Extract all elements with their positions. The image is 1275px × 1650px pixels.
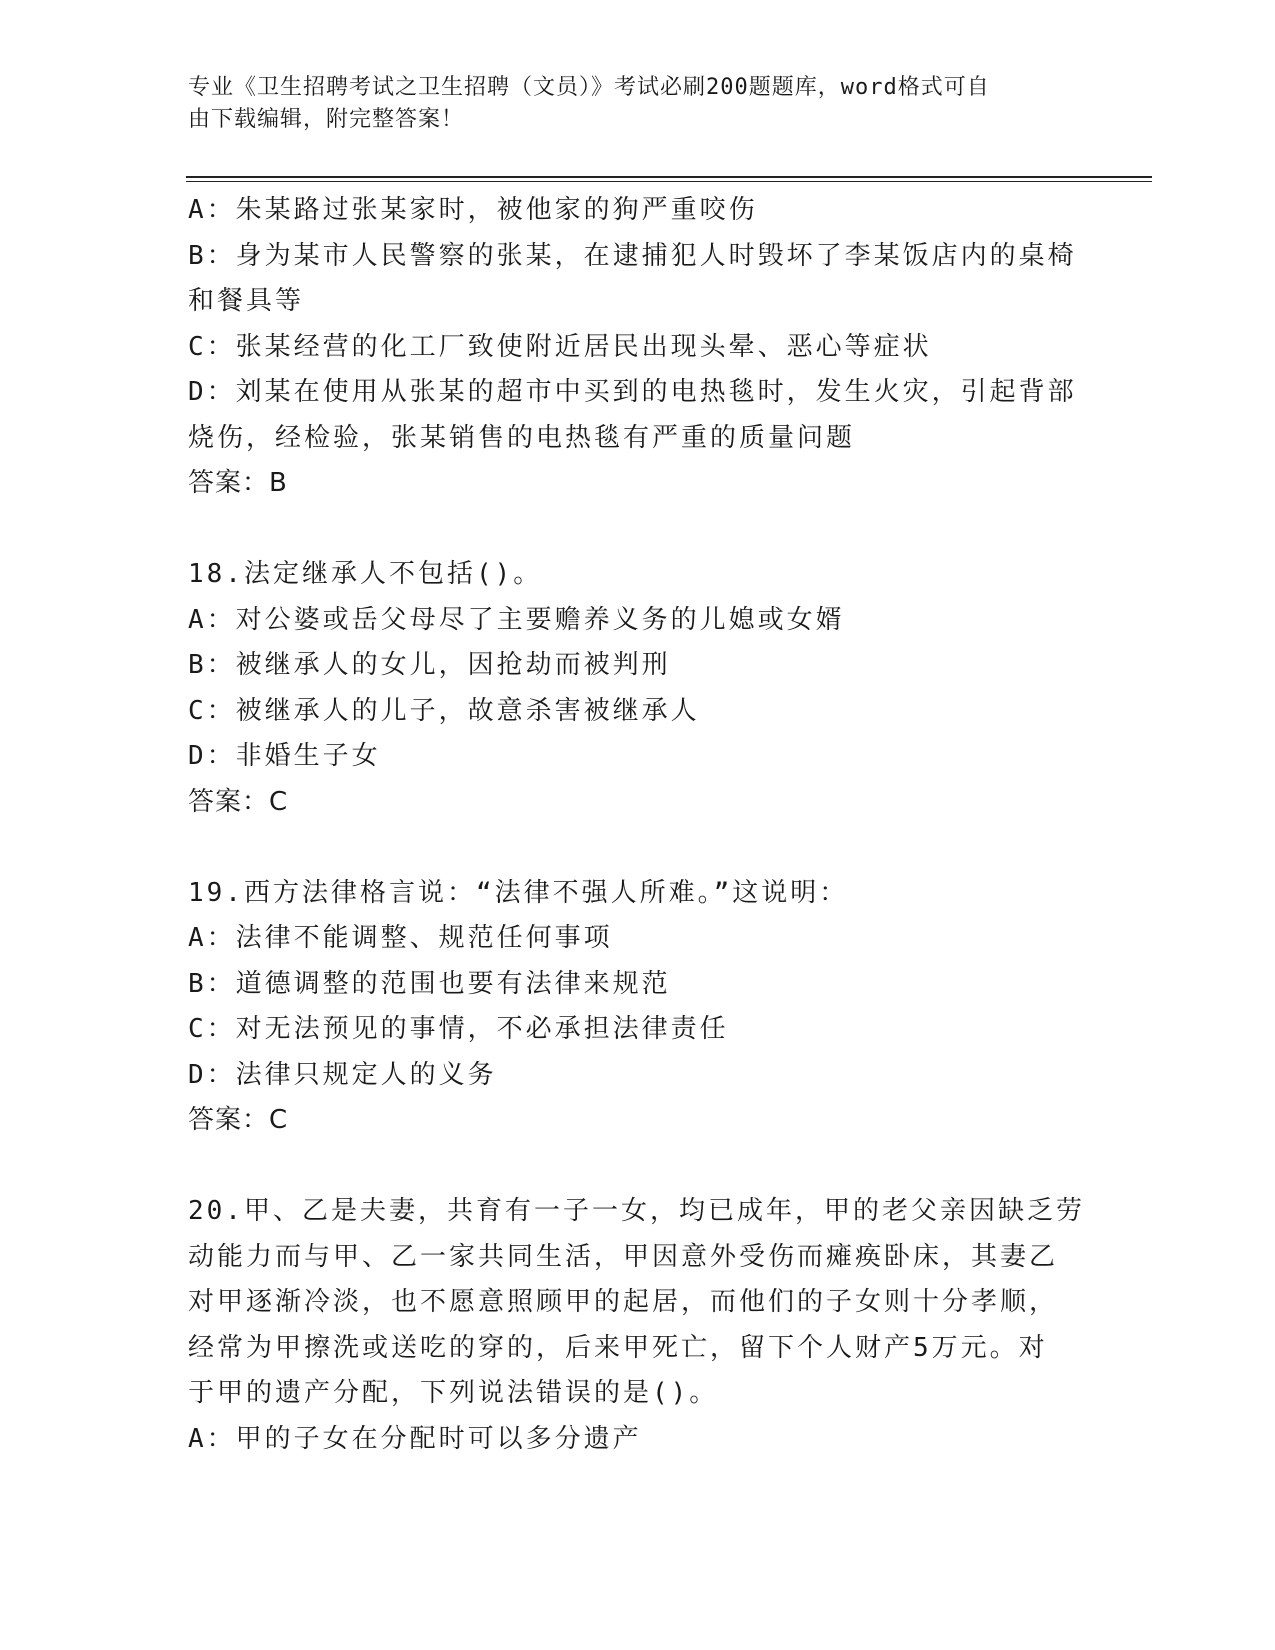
question-18 [188,552,1068,825]
q18-answer: 答案：C [188,786,289,817]
q19-question: 19.西方法律格言说：“法律不强人所难。”这说明： [188,877,849,908]
q18-option-a: A：对公婆或岳父母尽了主要赡养义务的儿媳或女婿 [188,604,845,635]
spacer [188,507,1068,553]
q20-question-line-5: 于甲的遗产分配，下列说法错误的是()。 [188,1378,719,1408]
q19-option-d: D：法律只规定人的义务 [188,1059,497,1090]
header-rule-thick [186,176,1152,178]
q19-answer: 答案：C [188,1105,289,1135]
q18-option-d: D：非婚生子女 [188,741,381,771]
header-line-1: 专业《卫生招聘考试之卫生招聘（文员）》考试必刷200题题库，word格式可自 [188,75,990,100]
header-rule-thin [186,181,1152,182]
document-header [188,72,1068,136]
q18-question: 18.法定继承人不包括()。 [188,559,543,589]
q20-option-a: A：甲的子女在分配时可以多分遗产 [188,1423,642,1454]
header-line-2: 由下载编辑，附完整答案！ [188,107,465,132]
q20-question-line-2: 动能力而与甲、乙一家共同生活，甲因意外受伤而瘫痪卧床，其妻乙 [188,1241,1059,1272]
q17-option-c: C：张某经营的化工厂致使附近居民出现头晕、恶心等症状 [188,331,932,362]
spacer [188,1144,1068,1190]
q18-option-c: C：被继承人的儿子，故意杀害被继承人 [188,695,700,726]
q17-option-b-line-2: 和餐具等 [188,286,305,316]
q17-option-d-line-1: D：刘某在使用从张某的超市中买到的电热毯时，发生火灾，引起背部 [188,377,1077,407]
q19-option-a: A：法律不能调整、规范任何事项 [188,923,613,953]
question-19 [188,871,1068,1144]
spacer [188,825,1068,871]
q17-option-b-line-1: B：身为某市人民警察的张某，在逮捕犯人时毁坏了李某饭店内的桌椅 [188,240,1077,271]
q17-option-a: A：朱某路过张某家时，被他家的狗严重咬伤 [188,195,758,225]
q17-option-d-line-2: 烧伤，经检验，张某销售的电热毯有严重的质量问题 [188,422,856,453]
q18-option-b: B：被继承人的女儿，因抢劫而被判刑 [188,650,671,680]
q19-option-b: B：道德调整的范围也要有法律来规范 [188,968,671,999]
q19-option-c: C：对无法预见的事情，不必承担法律责任 [188,1014,729,1044]
q17-answer: 答案：B [188,468,288,498]
question-content [188,188,1085,1462]
q20-question-line-4: 经常为甲擦洗或送吃的穿的，后来甲死亡，留下个人财产5万元。对 [188,1332,1048,1363]
question-20 [188,1189,1085,1462]
q20-question-line-3: 对甲逐渐冷淡，也不愿意照顾甲的起居，而他们的子女则十分孝顺， [188,1287,1059,1317]
question-17 [188,188,1077,507]
q20-question-line-1: 20.甲、乙是夫妻，共育有一子一女，均已成年，甲的老父亲因缺乏劳 [188,1196,1085,1226]
